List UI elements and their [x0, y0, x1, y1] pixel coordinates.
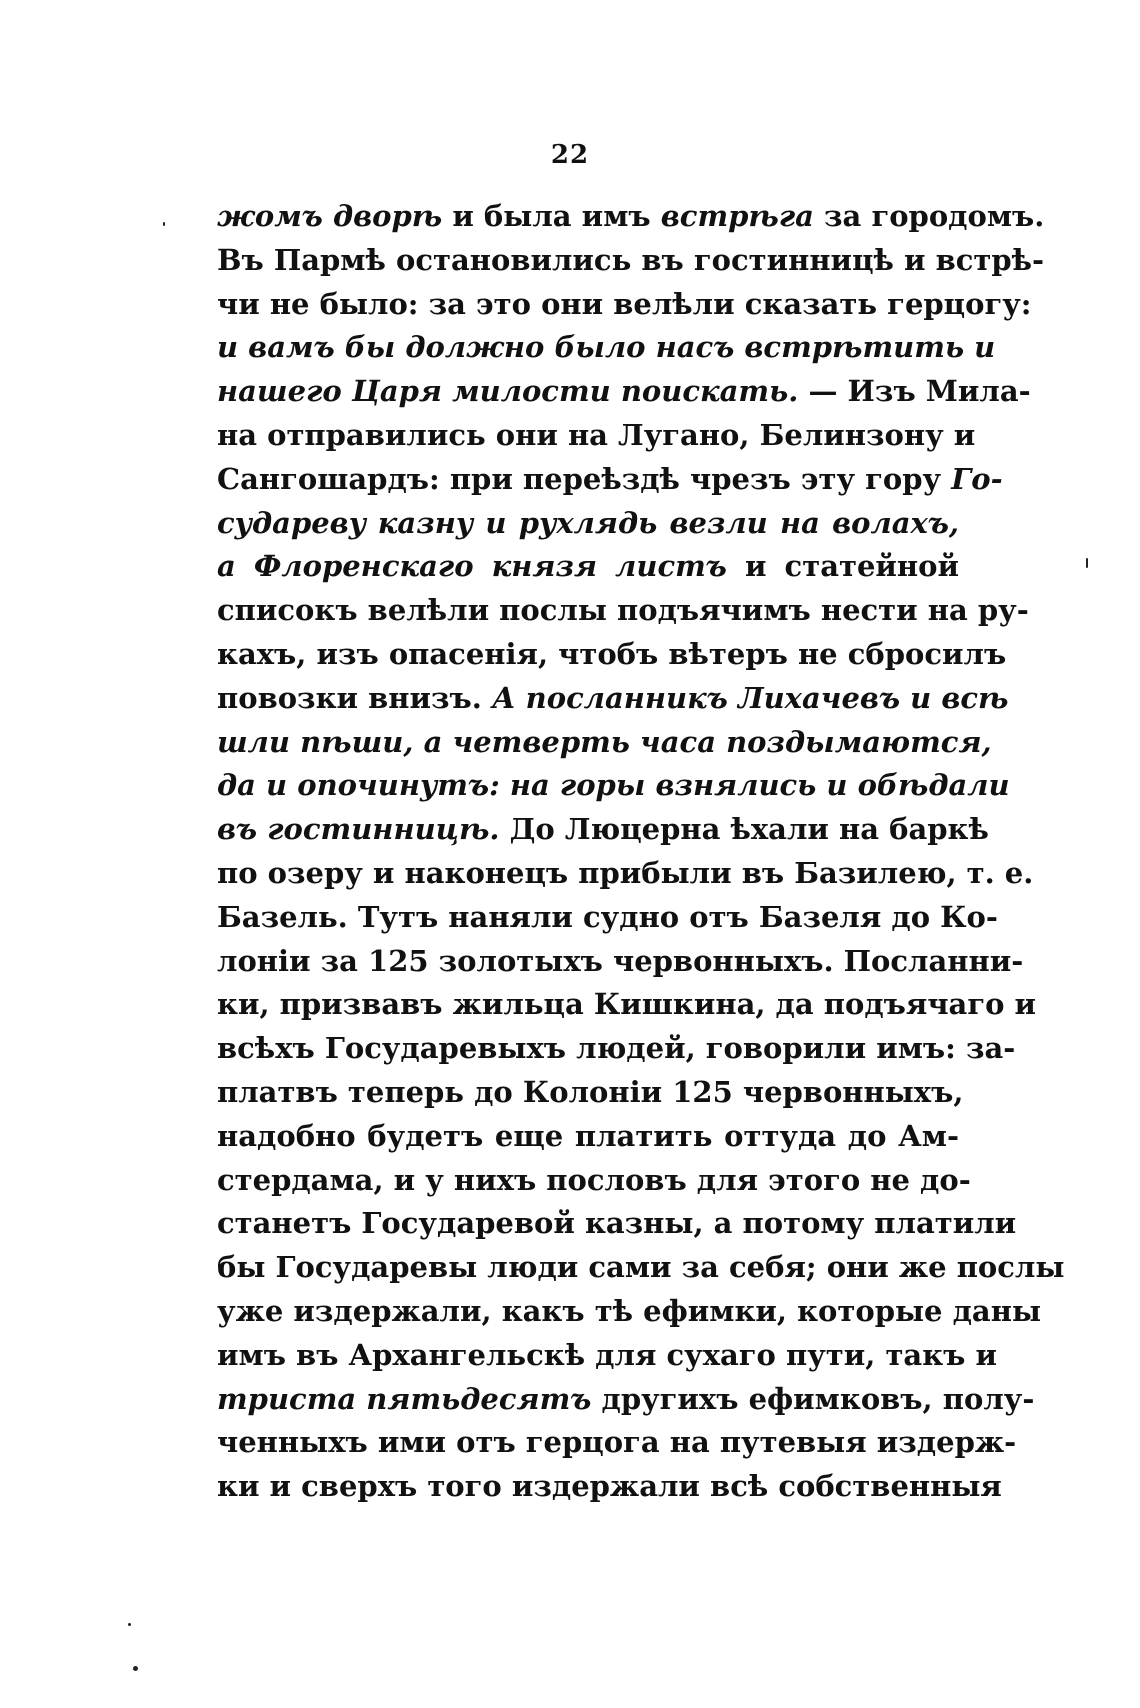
text-line [217, 283, 1032, 327]
text-run: Базель. Тутъ наняли судно отъ Базеля до Ко- [217, 899, 998, 934]
text-run: чи не было: за это они велѣли сказать герцогу: [217, 286, 1032, 321]
text-line [217, 1115, 959, 1159]
text-line [217, 589, 1029, 633]
text-run: и статейной [726, 549, 959, 584]
text-run: До Люцерна ѣхали на баркѣ [499, 812, 989, 847]
text-run: стердама, и у нихъ пословъ для этого не до- [217, 1162, 971, 1197]
text-run: кахъ, изъ опасенія, чтобъ вѣтеръ не сбросилъ [217, 636, 1007, 671]
text-run: ченныхъ ими отъ герцога на путевыя издерж- [217, 1425, 1017, 1460]
text-line [217, 1202, 1017, 1246]
text-line [217, 414, 976, 458]
text-run: повозки внизъ. [217, 680, 492, 715]
text-line [217, 326, 996, 370]
text-line [217, 896, 998, 940]
text-run: — Изъ Мила- [798, 374, 1031, 409]
italic-text-run: Го- [951, 461, 1003, 496]
text-line [217, 1159, 971, 1203]
text-run: Сангошардъ: при переѣздѣ чрезъ эту гору [217, 461, 952, 496]
text-run: станетъ Государевой казны, а потому платили [217, 1206, 1017, 1241]
text-line [217, 1378, 1035, 1422]
text-line [217, 633, 1007, 677]
text-line [217, 764, 1010, 808]
text-run: лоніи за 125 золотыхъ червонныхъ. Посланни- [217, 943, 1024, 978]
scan-speck [128, 1623, 131, 1626]
italic-text-run: триста пятьдесятъ [217, 1381, 592, 1416]
text-line [217, 545, 959, 589]
text-run: списокъ велѣли послы подъячимъ нести на ру- [217, 593, 1029, 628]
text-run: ки и сверхъ того издержали всѣ собственныя [217, 1469, 1002, 1504]
text-run: всѣхъ Государевыхъ людей, говорили имъ: за- [217, 1031, 1016, 1066]
italic-text-run: А посланникъ Лихачевъ и всѣ [491, 680, 1009, 715]
text-line [217, 239, 1045, 283]
italic-text-run: шли пѣши, а четверть часа поздымаются, [217, 724, 992, 759]
text-run: уже издержали, какъ тѣ ефимки, которые даны [217, 1293, 1042, 1328]
text-line [217, 983, 1037, 1027]
text-run: Въ Пармѣ остановились въ гостинницѣ и встрѣ- [217, 242, 1045, 277]
text-line [217, 852, 1034, 896]
italic-text-run: въ гостинницѣ. [217, 812, 500, 847]
text-line [217, 1465, 1002, 1509]
text-run: ки, призвавъ жильца Кишкина, да подъячаго и [217, 987, 1037, 1022]
text-run: имъ въ Архангельскѣ для сухаго пути, такъ и [217, 1337, 997, 1372]
italic-text-run: жомъ дворѣ [217, 199, 443, 233]
text-line [217, 1246, 1065, 1290]
text-run: надобно будетъ еще платить оттуда до Ам- [217, 1118, 959, 1153]
text-line [217, 370, 1031, 414]
scan-speck [163, 222, 165, 226]
italic-text-run: встрѣга [660, 199, 814, 233]
scan-speck [1086, 558, 1088, 568]
text-run: платвъ теперь до Колоніи 125 червонныхъ, [217, 1074, 964, 1109]
text-line [217, 721, 992, 765]
text-line [217, 1071, 964, 1115]
text-run: за городомъ. [813, 199, 1045, 233]
italic-text-run: сударевy казну и рухлядь везли на волахъ, [217, 505, 959, 540]
text-line [217, 1421, 1017, 1465]
text-line [217, 1290, 1042, 1334]
italic-text-run: и вамъ бы должно было насъ встрѣтить и [217, 330, 996, 365]
scan-speck [133, 1666, 138, 1671]
text-line [217, 458, 1003, 502]
italic-text-run: а Флоренскаго князя листъ [217, 549, 727, 584]
italic-text-run: да и опочинутъ: на горы взнялись и обѣдали [217, 768, 1010, 803]
text-line [217, 808, 989, 852]
text-run: на отправились они на Лугано, Белинзону и [217, 417, 976, 452]
text-line [217, 195, 1045, 239]
page-number: 22 [550, 140, 590, 170]
text-run: другихъ ефимковъ, полу- [591, 1381, 1035, 1416]
italic-text-run: нашего Царя милости поискать. [217, 374, 799, 409]
text-line [217, 502, 959, 546]
text-line [217, 1334, 997, 1378]
text-run: по озеру и наконецъ прибыли въ Базилею, т. е. [217, 855, 1034, 890]
text-line [217, 940, 1024, 984]
text-line [217, 677, 1009, 721]
text-line [217, 1027, 1016, 1071]
body-text [217, 195, 1065, 1509]
text-run: и была имъ [442, 199, 661, 233]
text-run: бы Государевы люди сами за себя; они же послы [217, 1250, 1065, 1285]
